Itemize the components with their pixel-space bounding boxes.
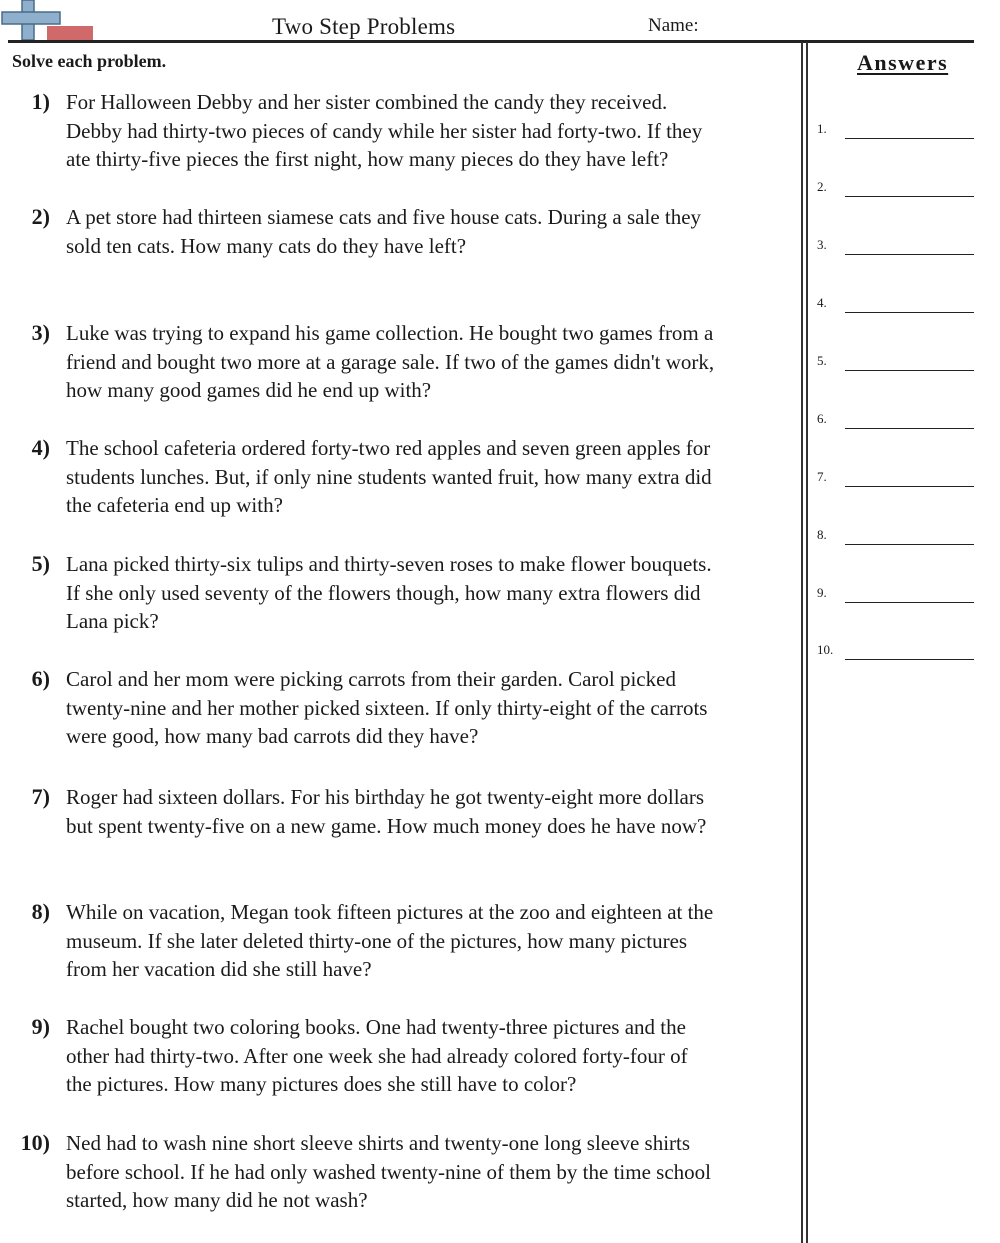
answer-blank[interactable] — [845, 138, 974, 139]
answer-blank[interactable] — [845, 196, 974, 197]
problem-text: A pet store had thirteen siamese cats and five house cats. During a sale they sold ten cats. How many cats do they have left? — [66, 205, 702, 258]
answer-number: 9. — [817, 585, 827, 600]
answer-number: 8. — [817, 527, 827, 542]
problem-text: While on vacation, Megan took fifteen pictures at the zoo and eighteen at the museum. If she later deleted thirty-one of the pictures, how many pictures from her vacation did she still have? — [66, 900, 714, 981]
problem-text: Roger had sixteen dollars. For his birthday he got twenty-eight more dollars but spent twenty-five on a new game. How much money does he have now? — [66, 785, 707, 838]
answer-row — [817, 233, 977, 255]
answer-number: 4. — [817, 295, 827, 310]
problem-number: 5) — [31, 551, 50, 576]
name-label: Name: — [648, 15, 699, 36]
answer-number: 7. — [817, 469, 827, 484]
answer-blank[interactable] — [845, 544, 974, 545]
problem-text: Rachel bought two coloring books. One had twenty-three pictures and the other had thirty-two. After one week she had already colored forty-four of the pictures. How many pictures does she still have to color? — [66, 1015, 688, 1096]
problem-text: Lana picked thirty-six tulips and thirty-seven roses to make flower bouquets. If she only used seventy of the flowers though, how many extra flowers did Lana pick? — [66, 552, 712, 633]
answer-row — [817, 117, 977, 139]
answer-blank[interactable] — [845, 312, 974, 313]
worksheet-logo-icon — [0, 0, 100, 42]
problem-text: Carol and her mom were picking carrots from their garden. Carol picked twenty-nine and her mother picked sixteen. If only thirty-eight of the carrots were good, how many bad carrots did they have? — [66, 667, 708, 748]
problem-text: For Halloween Debby and her sister combined the candy they received. Debby had thirty-two pieces of candy while her sister had forty-two. If they ate thirty-five pieces the first night, how many pieces do they have left? — [66, 90, 703, 171]
problem-text: Ned had to wash nine short sleeve shirts and twenty-one long sleeve shirts before school. If he had only washed twenty-nine of them by the time school started, how many did he not wash? — [66, 1131, 711, 1212]
answer-row — [817, 523, 977, 545]
answer-number: 3. — [817, 237, 827, 252]
answer-row — [817, 291, 977, 313]
problem-number: 1) — [31, 89, 50, 114]
header-rule — [8, 40, 974, 43]
answer-number: 5. — [817, 353, 827, 368]
problem-text: Luke was trying to expand his game collection. He bought two games from a friend and bought two more at a garage sale. If two of the games didn't work, how many good games did he end up with? — [66, 321, 715, 402]
page-title: Two Step Problems — [272, 14, 456, 39]
problem-text: The school cafeteria ordered forty-two red apples and seven green apples for students lunches. But, if only nine students wanted fruit, how many extra did the cafeteria end up with? — [66, 436, 712, 517]
answer-blank[interactable] — [845, 486, 974, 487]
answer-row — [817, 407, 977, 429]
answers-heading: Answers — [857, 50, 949, 75]
problem-number: 4) — [31, 435, 50, 460]
problem-number: 8) — [31, 899, 50, 924]
problem-number: 2) — [31, 204, 50, 229]
answer-blank[interactable] — [845, 602, 974, 603]
answer-row — [817, 175, 977, 197]
answer-number: 6. — [817, 411, 827, 426]
answer-blank[interactable] — [845, 254, 974, 255]
answer-row — [817, 581, 977, 603]
problem-number: 3) — [31, 320, 50, 345]
answer-number: 10. — [817, 642, 834, 657]
problem-number: 10) — [20, 1130, 50, 1155]
answer-row — [817, 349, 977, 371]
problem-number: 9) — [31, 1014, 50, 1039]
answer-blank[interactable] — [845, 428, 974, 429]
answer-number: 2. — [817, 179, 827, 194]
column-divider — [806, 42, 808, 1243]
answer-row — [817, 465, 977, 487]
instructions: Solve each problem. — [12, 51, 167, 71]
answer-number: 1. — [817, 121, 827, 136]
column-divider — [801, 42, 803, 1243]
problem-number: 7) — [31, 784, 50, 809]
answer-blank[interactable] — [845, 659, 974, 660]
answer-blank[interactable] — [845, 370, 974, 371]
problem-number: 6) — [31, 666, 50, 691]
answer-row — [817, 638, 977, 660]
